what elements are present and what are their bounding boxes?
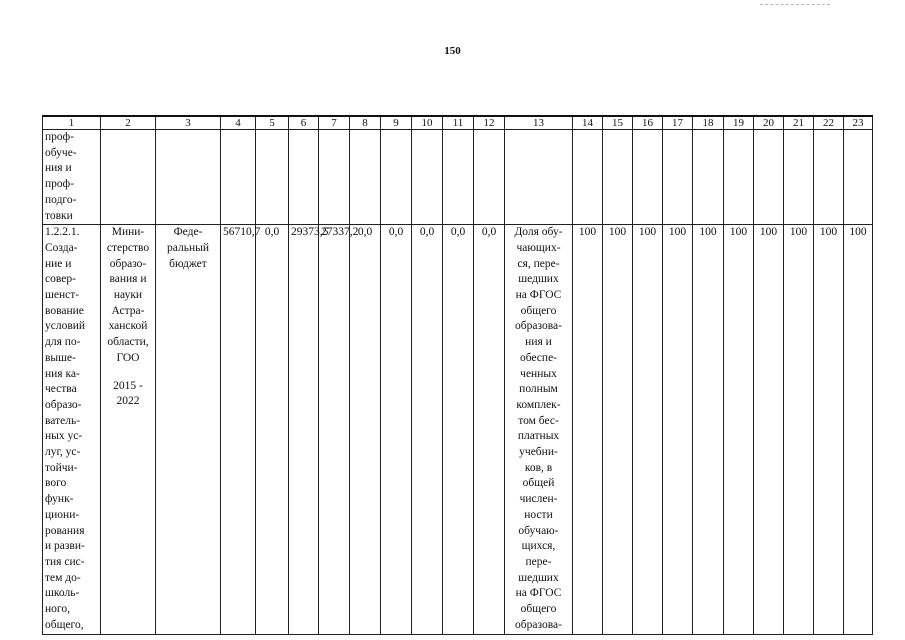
amount-cell: 0,0 bbox=[381, 225, 412, 634]
header-cell: 23 bbox=[844, 116, 873, 130]
amount-cell: 0,0 bbox=[474, 225, 505, 634]
header-cell: 7 bbox=[319, 116, 350, 130]
amount-cell: 29373,5 bbox=[289, 225, 319, 634]
header-cell: 3 bbox=[156, 116, 221, 130]
empty-cell bbox=[844, 130, 873, 225]
empty-cell bbox=[633, 130, 663, 225]
indicator-value-cell: 100 bbox=[573, 225, 603, 634]
header-cell: 10 bbox=[412, 116, 443, 130]
empty-cell bbox=[381, 130, 412, 225]
indicator-value-cell: 100 bbox=[693, 225, 724, 634]
header-cell: 20 bbox=[754, 116, 784, 130]
amount-cell: 0,0 bbox=[350, 225, 381, 634]
header-cell: 19 bbox=[724, 116, 754, 130]
funding-source-cell: Феде- ральный бюджет bbox=[156, 225, 221, 634]
header-cell: 12 bbox=[474, 116, 505, 130]
header-cell: 9 bbox=[381, 116, 412, 130]
indicator-value-cell: 100 bbox=[603, 225, 633, 634]
amount-cell: 0,0 bbox=[443, 225, 474, 634]
header-cell: 18 bbox=[693, 116, 724, 130]
empty-cell bbox=[663, 130, 693, 225]
header-cell: 1 bbox=[43, 116, 101, 130]
header-cell: 6 bbox=[289, 116, 319, 130]
table-row-measure bbox=[43, 225, 873, 634]
amount-total-cell: 56710,7 bbox=[221, 225, 256, 634]
period-text: 2015 - 2022 bbox=[113, 379, 143, 408]
indicator-value-cell: 100 bbox=[784, 225, 814, 634]
empty-cell bbox=[573, 130, 603, 225]
indicator-value-cell: 100 bbox=[724, 225, 754, 634]
page-number: 150 bbox=[444, 45, 461, 57]
header-cell: 13 bbox=[505, 116, 573, 130]
empty-cell bbox=[412, 130, 443, 225]
indicator-value-cell: 100 bbox=[754, 225, 784, 634]
program-table bbox=[42, 115, 873, 635]
empty-cell bbox=[814, 130, 844, 225]
header-cell: 5 bbox=[256, 116, 289, 130]
header-cell: 22 bbox=[814, 116, 844, 130]
indicator-value-cell: 100 bbox=[663, 225, 693, 634]
empty-cell bbox=[505, 130, 573, 225]
empty-cell bbox=[221, 130, 256, 225]
amount-cell: 0,0 bbox=[256, 225, 289, 634]
empty-cell bbox=[289, 130, 319, 225]
header-cell: 21 bbox=[784, 116, 814, 130]
table-header-row bbox=[43, 116, 873, 130]
header-cell: 16 bbox=[633, 116, 663, 130]
empty-cell bbox=[603, 130, 633, 225]
executor-text: Мини- стерство образо- вания и науки Астра- ханской области, ГОО bbox=[106, 226, 150, 364]
amount-cell: 27337,2 bbox=[319, 225, 350, 634]
header-cell: 11 bbox=[443, 116, 474, 130]
empty-cell bbox=[256, 130, 289, 225]
executor-cell bbox=[101, 225, 156, 634]
empty-cell bbox=[156, 130, 221, 225]
empty-cell bbox=[319, 130, 350, 225]
header-cell: 14 bbox=[573, 116, 603, 130]
header-cell: 15 bbox=[603, 116, 633, 130]
table-row-continued bbox=[43, 130, 873, 225]
indicator-value-cell: 100 bbox=[633, 225, 663, 634]
header-cell: 4 bbox=[221, 116, 256, 130]
empty-cell bbox=[101, 130, 156, 225]
measure-name-cell: 1.2.2.1. Созда- ние и совер- шенст- вование условий для по- выше- ния ка- чества образо- ватель- ных ус- луг, ус- тойчи- вого функ- циони- рования и разви- тия сис- тем до- школь- ного, общего, bbox=[43, 225, 101, 634]
continued-measure-name: проф- обуче- ния и проф- подго- товки bbox=[43, 130, 101, 225]
empty-cell bbox=[350, 130, 381, 225]
indicator-value-cell: 100 bbox=[814, 225, 844, 634]
header-cell: 2 bbox=[101, 116, 156, 130]
empty-cell bbox=[754, 130, 784, 225]
amount-cell: 0,0 bbox=[412, 225, 443, 634]
empty-cell bbox=[474, 130, 505, 225]
empty-cell bbox=[693, 130, 724, 225]
indicator-name-cell: Доля обу- чающих- ся, пере- шедших на ФГОС общего образова- ния и обеспе- ченных полным комплек- том бес- платных учебни- ков, в общей числен- ности обучаю- щихся, пере- шедших на ФГОС общего образова- bbox=[505, 225, 573, 634]
empty-cell bbox=[443, 130, 474, 225]
header-cell: 8 bbox=[350, 116, 381, 130]
scan-artifact-mark bbox=[760, 4, 830, 6]
empty-cell bbox=[724, 130, 754, 225]
empty-cell bbox=[784, 130, 814, 225]
header-cell: 17 bbox=[663, 116, 693, 130]
indicator-value-cell: 100 bbox=[844, 225, 873, 634]
